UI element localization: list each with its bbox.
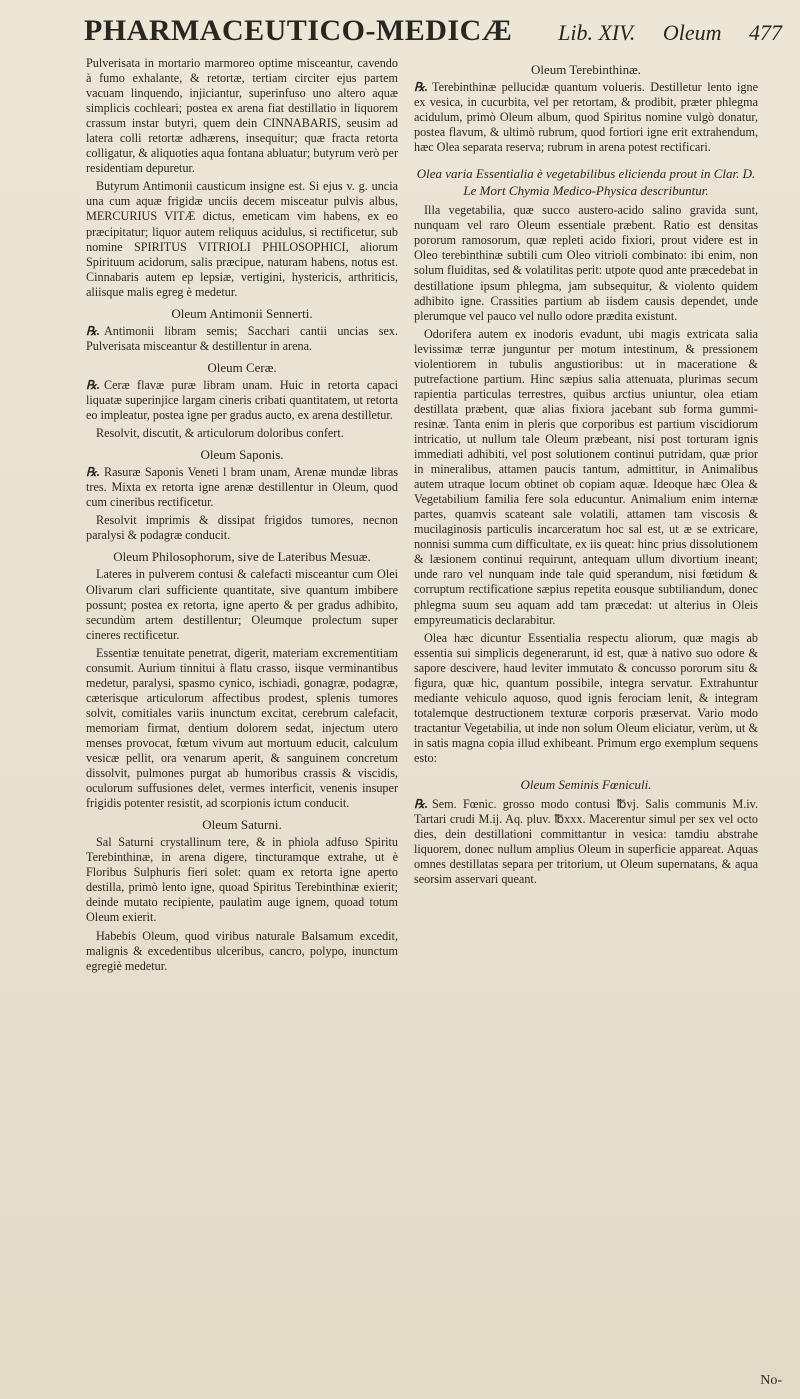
paragraph [414,631,758,766]
recipe-mark: ℞. [86,323,100,338]
section-heading [414,165,758,199]
paragraph-text: Rasuræ Saponis Veneti l bram unam, Arenæ mundæ libras tres. Mixta ex retorta igne arenæ destillentur in Oleum, quod cum cineribus rectificetur. [86,465,398,510]
paragraph-text: Resolvit, discutit, & articulorum doloribus confert. [96,426,344,441]
paragraph-text: Essentiæ tenuitate penetrat, digerit, materiam excrementitiam consumit. Aurium tinnitui à flatu crasso, iisque verminantibus medetur, paralysi, spasmo cynico, ischiadi, gonagræ, podagræ, cæterisque articulorum affectibus prodest, splenis tumores solvit, comitiales variis inunctum excitat, cerebrum calefacit, memoriam firmat, dentium dolorem sedat, injectum utero menses provocat, fœtum vivum aut mortuum educit, calculum vesicæ pellit, ora venarum aperit, & sanguinem concretum dissolvit, pulmones purgat ab humoribus crassis & viscidis, oculorum suffusiones delet, vermes interficit, venenis insuper frigidis potenter resistit, ad scorpionis ictum conducit. [86,645,398,811]
paragraph [86,567,398,642]
paragraph-text: Oleum Seminis Fœniculi. [520,777,652,793]
paragraph [86,426,398,441]
paragraph-text: Butyrum Antimonii causticum insigne est. Si ejus v. g. uncia una cum aquæ frigidæ unciis decem misceatur pulvis albus, MERCURIUS VITÆ dictus, emeticam vim habens, ex eo præcipitatur; liquor autem reliquus acidulus, si rectificetur, sub nomine SPIRITUS VITRIOLI PHILOSOPHICI, aliorum Spirituum acidorum, salis præcipue, naturam habens, notus est. Cinnabaris autem ep lepsiæ, vertigini, hystericis, arthriticis, aliisque malis egreg è medetur. [86,179,398,299]
paragraph [414,797,758,887]
paragraph-text: Resolvit imprimis & dissipat frigidos tumores, necnon paralysi & podagræ conducit. [86,513,398,543]
running-title: PHARMACEUTICO-MEDICÆ [84,14,513,47]
paragraph-text: Oleum Saturni. [202,817,282,833]
paragraph-text: Lateres in pulverem contusi & calefacti misceantur cum Olei Olivarum clari sufficiente quantitate, sive quantum imbibere possunt; postea ex retorta, igne aperto & per gradus adhibito, secundùm artem destillentur; Oleumque prolectum super cineres rectificetur. [86,567,398,642]
header-right [536,20,782,46]
recipe-mark: ℞. [414,797,428,812]
paragraph-text: Pulverisata in mortario marmoreo optime misceantur, cavendo à fumo exhalante, & retortæ, tertiam circiter ejus partem vacuam linquendo, injiciantur, superinfuso uno altero aquæ simplicis cochleari; postea ex arena fiat destillatio in liquorem crassum instar butyri, quem dein CINNABARIS, seusim ad latera colli retortæ adhærens, insequitur; quæ fracta retorta colligatur, & aliquoties aqua fontana abluatur; butyrum verò per residentiam depuretur. [86,56,398,176]
section-heading [86,549,398,564]
paragraph [86,56,398,176]
section-title: Oleum [662,20,722,45]
section-heading [86,817,398,832]
section-heading [86,306,398,321]
paragraph-text: Sal Saturni crystallinum tere, & in phiola adfuso Spiritu Terebinthinæ, in arena digere, tincturamque extrahe, ut è Floribus Sulphuris fieri solet: quam ex retorta igne aperto destilla, primò lento igne, quoad Spiritus Terebinthinæ exierit; deinde mutato recipiente, paulatim auge ignem, quoad totum Oleum exierit. [86,835,398,925]
paragraph-text: Olea hæc dicuntur Essentialia respectu aliorum, quæ magis ab essentia sui simplicis degenerarunt, id est, quæ à nativo suo odore & sapore descivere, haud leviter immutato & concusso pororum situ & figura, quæ hic, quantum possibile, integra servatur. Extrahuntur mediante vehiculo aquoso, quod ignis ferociam lenit, & integram totalemque destructionem texturæ corporis præservat. Vario modo tractantur Vegetabilia, ut inde non solum Oleum eliciatur, verùm, ut & in satis magna copia illud exhibeant. Primum ergo exemplum sequens esto: [414,630,758,765]
recipe-mark: ℞. [86,377,100,392]
paragraph-text: Oleum Philosophorum, sive de Lateribus Mesuæ. [113,549,371,565]
paragraph-text: Oleum Antimonii Sennerti. [171,305,313,321]
recipe-mark: ℞. [86,465,100,480]
right-column [414,56,758,1387]
paragraph-text: Ceræ flavæ puræ libram unam. Huic in retorta capaci liquatæ superinjice largam cineris cribati quantitatem, ut retorta eo impleatur, postea igne per gradus aucto, ex arena destilletur. [86,377,398,423]
page-number: 477 [749,20,782,45]
paragraph [86,324,398,354]
paragraph-text: Oleum Ceræ. [207,359,277,375]
paragraph-text: Oleum Saponis. [200,447,284,463]
section-heading [86,447,398,462]
paragraph [86,179,398,299]
paragraph-text: Olea varia Essentialia è vegetabilibus elicienda prout in Clar. D. Le Mort Chymia Medico-Physica describuntur. [416,166,756,199]
paragraph [86,513,398,543]
book-number: Lib. XIV. [558,20,636,45]
paragraph-text: Habebis Oleum, quod viribus naturale Balsamum excedit, malignis & excedentibus ulceribus, cancro, polypo, inunctum egregiè medetur. [86,928,398,973]
section-heading [414,62,758,77]
section-heading [86,360,398,375]
paragraph [414,203,758,323]
left-column [86,56,398,1387]
paragraph [86,646,398,812]
section-heading [414,776,758,793]
paragraph [86,378,398,423]
paragraph [86,465,398,510]
recipe-mark: ℞. [414,80,428,95]
paragraph [86,835,398,925]
paragraph-text: Illa vegetabilia, quæ succo austero-acido salino gravida sunt, nunquam vel raro Oleum essentiale præbent. Ratio est densitas pororum ramosorum, quæ repleti acido fixiori, prout videre est in Oleo terebinthinæ subtili cum Oleo vitrioli combinato: ibi enim, non solum fluiditas, sed & volatilitas perit: utpote quod ante præcedebat in destillatione ipsum phlegma, jam subsequitur, & violento quidem adhibito igne. Crassities partium ab iisdem causis dependet, unde plerumque vel pauco vel nullo odore prædita existunt. [414,203,758,323]
catchword: No- [760,1373,782,1388]
paragraph-text: Sem. Fœnic. grosso modo contusi ℔vj. Salis communis M.iv. Tartari crudi M.ij. Aq. pluv. ℔xxx. Macerentur simul per sex vel octo dies, dein destillationi committantur in vesica: tamdiu abstrahe liquorem, donec nullum amplius Oleum in superficie appareat. Aquas omnes destillatas separa per tritorium, ut Oleum supernatans, & aqua seorsim asservari queant. [414,797,758,887]
paragraph-text: Antimonii libram semis; Sacchari cantii uncias sex. Pulverisata misceantur & destillentur in arena. [86,323,398,353]
paragraph [414,327,758,628]
paragraph-text: Oleum Terebinthinæ. [530,62,642,77]
paragraph [86,929,398,974]
paragraph [414,80,758,155]
paragraph-text: Odorifera autem ex inodoris evadunt, ubi magis extricata salia levissimæ terræ junguntur per motum intestinum, & pressionem violentiorem in tubulis angustioribus: ut in maceratione & putrefactione partium. Hinc sæpius salia attenuata, plurimas secum rapientia particulas terrestres, quibus arctius uniuntur, olea etiam destillata præbent, quæ alias fixiora jacebant sub forma gummi-resinæ. Tanta enim in pleris que corporibus est partium viscidiorum intricatio, ut nullum tale Oleum præbeant, nisi post torturam ignis immediati adhibiti, vel post solutionem continui putridam, quæ prior in mineralibus, attamen paucis tantum, admittitur, in Animalibus autem utraque locum obtinet ob copiam aquæ. Ideoque hæc Olea & Vegetabilium familia fere sola educuntur. Animalium enim internæ partes, quamvis scateant sale volatili, attamen tam viscosis & mucilaginosis particulis incarceratum hoc sal est, ut æ se extricare, nonnisi summa cum difficultate, ex iis queat: hinc prius dissolutionem & læsionem continui requirunt, antequam ullum divortium ineant; unde raro vel nunquam inde tale quid sperandum, nisi fœtidum & corruptum rectificatione sæpius repetita eousque subtiliandum, donec phlegma suum seu aquam add tam præcedat: ut alterius in Oleis empyreumaticis declarabitur. [414,326,758,627]
page-header [84,14,786,54]
paragraph-text: Terebinthinæ pellucidæ quantum volueris. Destilletur lento igne ex vesica, in cucurbita, vel per retortam, & prodibit, præter phlegma acidulum, primò Oleum album, quod Spiritus nomine vulgò donatur, postea flavum, & ultimò rubrum, quod fortiori igne erit extrahendum, hæc Olea separata reserva; rubrum in arena potest rectificari. [414,80,758,155]
